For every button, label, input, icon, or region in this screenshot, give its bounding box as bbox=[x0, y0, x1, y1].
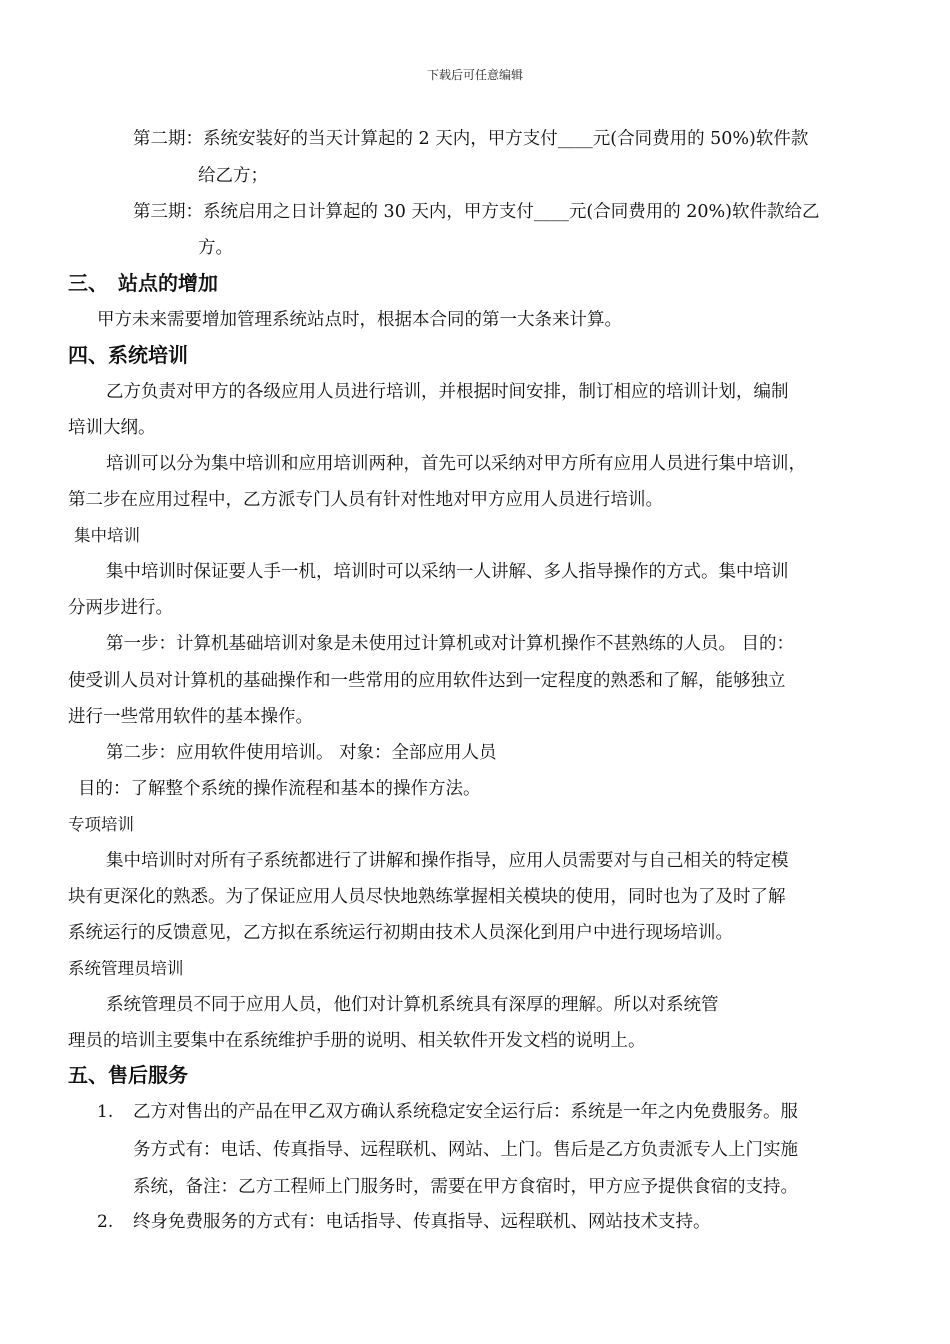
list-item-1-line1: 乙方对售出的产品在甲乙双方确认系统稳定安全运行后：系统是一年之内免费服务。服 bbox=[133, 1102, 798, 1122]
list-item-2-line1: 终身免费服务的方式有：电话指导、传真指导、远程联机、网站技术支持。 bbox=[133, 1212, 711, 1232]
centralized-p1-line1: 集中培训时保证要人手一机，培训时可以采纳一人讲解、多人指导操作的方式。集中培训 bbox=[106, 562, 789, 582]
list-item-1-line3: 系统，备注：乙方工程师上门服务时，需要在甲方食宿时，甲方应予提供食宿的支持。 bbox=[133, 1177, 798, 1197]
phase2-line1: 第二期：系统安装好的当天计算起的 2 天内，甲方支付____元(合同费用的 50%)软件款 bbox=[133, 129, 809, 149]
centralized-p2-line2: 使受训人员对计算机的基础操作和一些常用的应用软件达到一定程度的熟悉和了解，能够独立 bbox=[68, 671, 786, 691]
list-item-1-number: 1. bbox=[97, 1102, 114, 1122]
phase2-line2: 给乙方； bbox=[198, 166, 268, 186]
page-header: 下载后可任意编辑 bbox=[426, 68, 523, 82]
section5-title: 五、售后服务 bbox=[68, 1063, 188, 1087]
subsection-admin-training-title: 系统管理员培训 bbox=[68, 959, 184, 978]
section4-p2-line1: 培训可以分为集中培训和应用培训两种，首先可以采纳对甲方所有应用人员进行集中培训， bbox=[106, 454, 806, 474]
section4-p1-line1: 乙方负责对甲方的各级应用人员进行培训，并根据时间安排，制订相应的培训计划，编制 bbox=[106, 382, 789, 402]
admin-p1-line2: 理员的培训主要集中在系统维护手册的说明、相关软件开发文档的说明上。 bbox=[68, 1031, 646, 1051]
centralized-p1-line2: 分两步进行。 bbox=[68, 598, 173, 618]
phase3-line2: 方。 bbox=[198, 238, 233, 258]
centralized-p2-line1: 第一步：计算机基础培训对象是未使用过计算机或对计算机操作不甚熟练的人员。 目的： bbox=[106, 634, 795, 654]
section4-title: 四、系统培训 bbox=[68, 343, 188, 367]
section4-p2-line2: 第二步在应用过程中，乙方派专门人员有针对性地对甲方应用人员进行培训。 bbox=[68, 490, 663, 510]
special-p1-line1: 集中培训时对所有子系统都进行了讲解和操作指导，应用人员需要对与自己相关的特定模 bbox=[106, 851, 789, 871]
special-p1-line3: 系统运行的反馈意见，乙方拟在系统运行初期由技术人员深化到用户中进行现场培训。 bbox=[68, 923, 733, 943]
special-p1-line2: 块有更深化的熟悉。为了保证应用人员尽快地熟练掌握相关模块的使用，同时也为了及时了解 bbox=[68, 887, 786, 907]
list-item-2-number: 2. bbox=[97, 1212, 114, 1232]
list-item-1-line2: 务方式有：电话、传真指导、远程联机、网站、上门。售后是乙方负责派专人上门实施 bbox=[133, 1140, 798, 1160]
centralized-p4: 目的：了解整个系统的操作流程和基本的操作方法。 bbox=[78, 779, 481, 799]
section4-p1-line2: 培训大纲。 bbox=[68, 418, 156, 438]
section3-title: 三、 站点的增加 bbox=[68, 271, 218, 295]
admin-p1-line1: 系统管理员不同于应用人员，他们对计算机系统具有深厚的理解。所以对系统管 bbox=[106, 995, 719, 1015]
phase3-line1: 第三期：系统启用之日计算起的 30 天内，甲方支付____元(合同费用的 20%)软件款给乙 bbox=[133, 202, 820, 222]
section3-paragraph: 甲方未来需要增加管理系统站点时，根据本合同的第一大条来计算。 bbox=[97, 310, 622, 330]
subsection-special-training-title: 专项培训 bbox=[68, 815, 134, 834]
centralized-p3: 第二步：应用软件使用培训。 对象：全部应用人员 bbox=[106, 743, 497, 763]
subsection-centralized-training-title: 集中培训 bbox=[74, 526, 140, 545]
centralized-p2-line3: 进行一些常用软件的基本操作。 bbox=[68, 707, 313, 727]
